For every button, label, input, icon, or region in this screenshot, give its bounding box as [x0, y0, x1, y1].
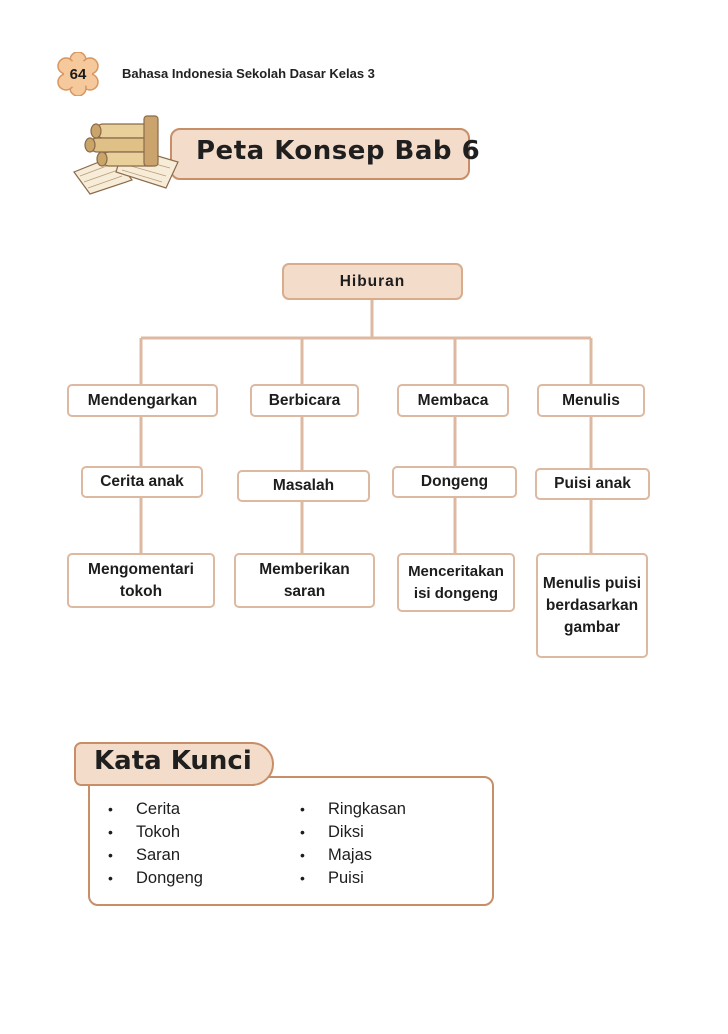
topic-node-masalah: Masalah — [237, 470, 370, 502]
topic-node-puisi-anak: Puisi anak — [535, 468, 650, 500]
page-title: Peta Konsep Bab 6 — [196, 136, 481, 166]
root-node: Hiburan — [282, 263, 463, 300]
keyword-item: • Puisi — [300, 867, 406, 890]
keyword-item: • Ringkasan — [300, 798, 406, 821]
keyword-box — [88, 776, 494, 906]
activity-node-menceritakan-isi-dongeng: Menceritakan isi dongeng — [397, 553, 515, 612]
keyword-item: • Diksi — [300, 821, 406, 844]
activity-node-memberikan-saran: Memberikan saran — [234, 553, 375, 608]
skill-node-menulis: Menulis — [537, 384, 645, 417]
keyword-item: • Dongeng — [108, 867, 203, 890]
skill-node-mendengarkan: Mendengarkan — [67, 384, 218, 417]
skill-node-membaca: Membaca — [397, 384, 509, 417]
page-number: 64 — [69, 65, 87, 83]
keyword-list-left — [108, 798, 203, 890]
keyword-list-right — [300, 798, 406, 890]
keyword-item: • Tokoh — [108, 821, 203, 844]
topic-node-dongeng: Dongeng — [392, 466, 517, 498]
keyword-item: • Majas — [300, 844, 406, 867]
running-head: Bahasa Indonesia Sekolah Dasar Kelas 3 — [122, 66, 375, 81]
topic-node-cerita-anak: Cerita anak — [81, 466, 203, 498]
activity-node-menulis-puisi: Menulis puisi berdasarkan gambar — [536, 553, 648, 658]
skill-node-berbicara: Berbicara — [250, 384, 359, 417]
keyword-title: Kata Kunci — [94, 746, 252, 776]
keyword-item: • Cerita — [108, 798, 203, 821]
keyword-item: • Saran — [108, 844, 203, 867]
activity-node-mengomentari-tokoh: Mengomentari tokoh — [67, 553, 215, 608]
